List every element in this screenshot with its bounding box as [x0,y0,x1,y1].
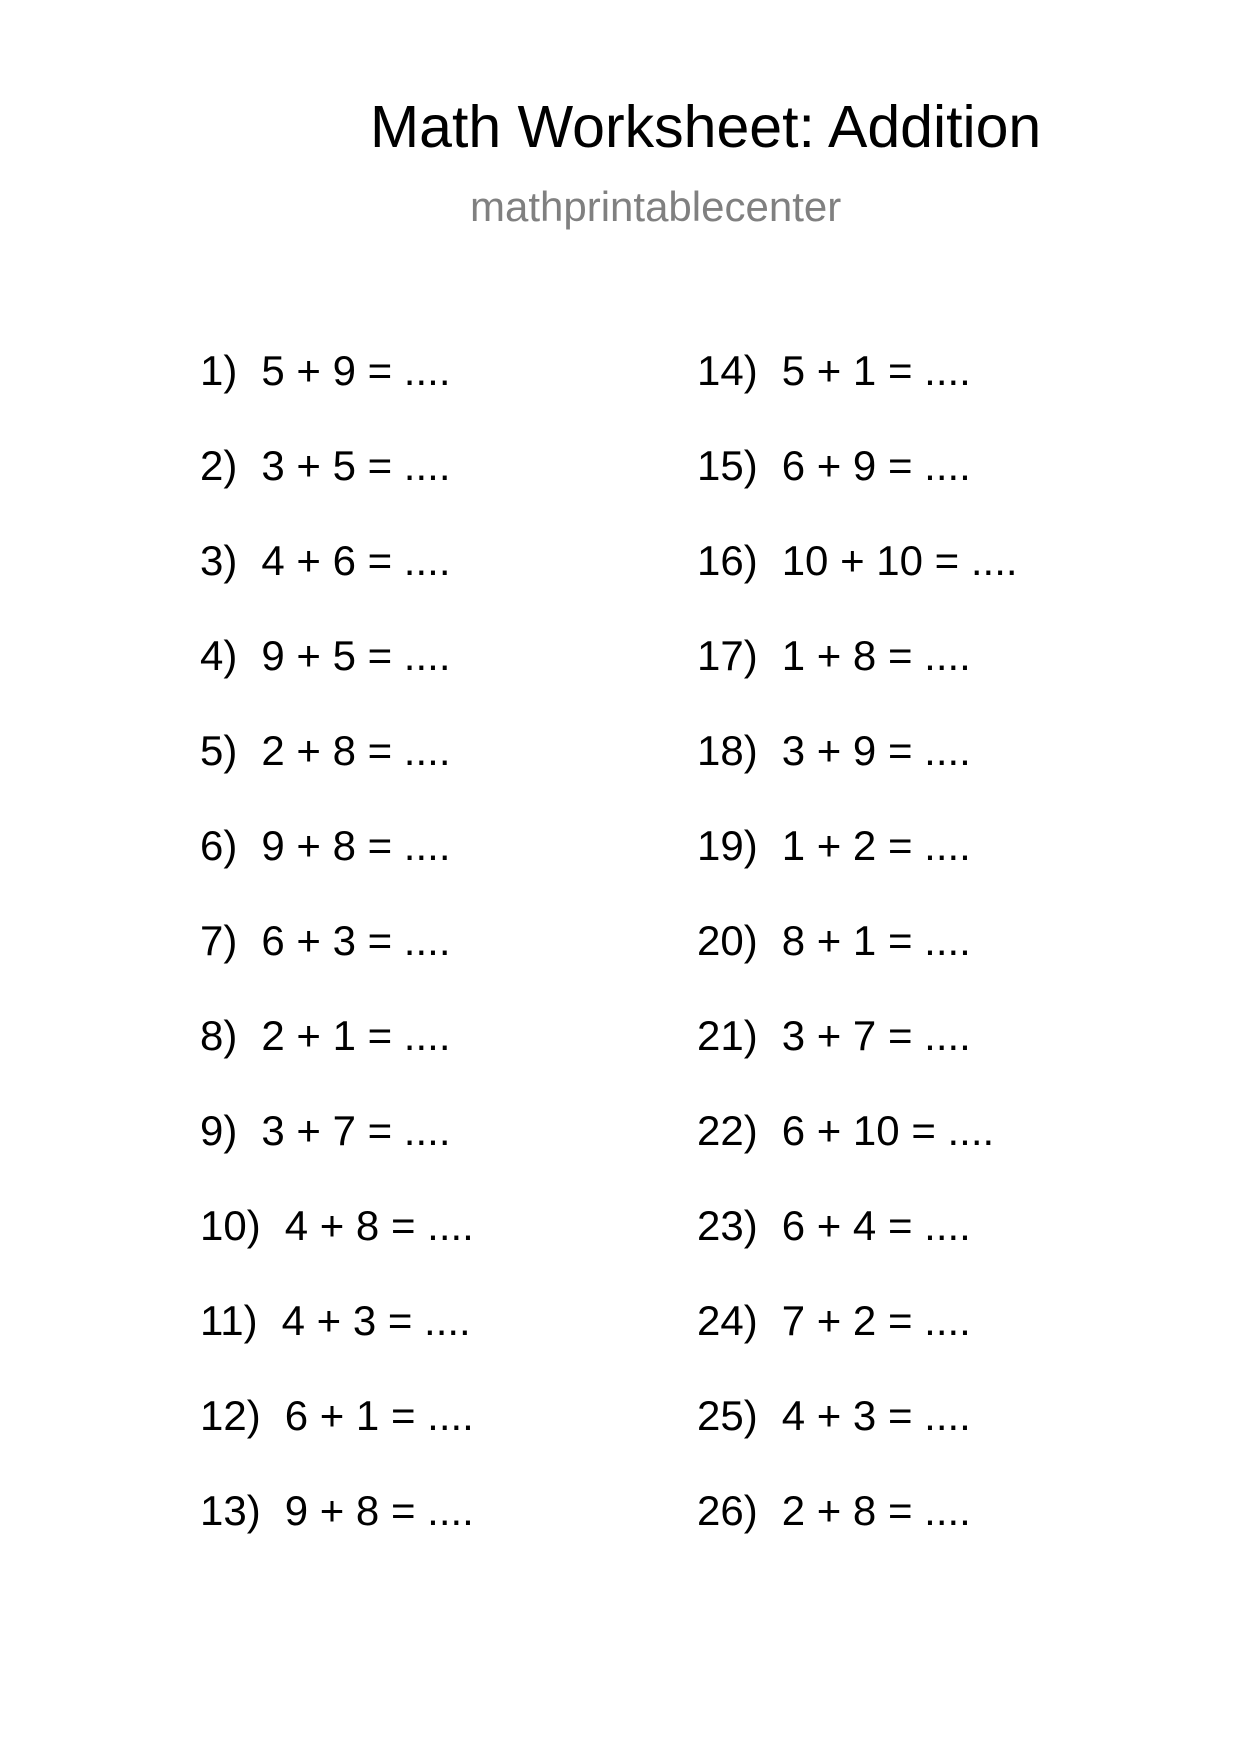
problem-expression: 6 + 9 = .... [781,442,971,489]
page-subtitle: mathprintablecenter [470,183,842,230]
problem-expression: 2 + 8 = .... [261,727,451,774]
problem-expression: 1 + 8 = .... [781,632,971,679]
problem-row [200,1012,474,1110]
left-problem-column [200,347,474,1585]
problem-expression: 6 + 1 = .... [284,1392,474,1439]
problem-expression: 8 + 1 = .... [781,917,971,964]
problem-number: 3) [200,537,238,584]
problem-row [697,1012,1018,1110]
problem-number: 12) [200,1392,261,1439]
problem-number: 8) [200,1012,238,1059]
problem-expression: 6 + 3 = .... [261,917,451,964]
problem-expression: 10 + 10 = .... [781,537,1018,584]
problem-number: 6) [200,822,238,869]
problem-expression: 4 + 3 = .... [781,1392,971,1439]
problem-row [200,632,474,730]
problem-number: 17) [697,632,758,679]
problem-number: 9) [200,1107,238,1154]
problem-number: 7) [200,917,238,964]
problem-row [200,822,474,920]
problem-number: 14) [697,347,758,394]
problem-expression: 9 + 8 = .... [284,1487,474,1534]
problem-row [200,442,474,540]
problem-number: 4) [200,632,238,679]
problem-number: 13) [200,1487,261,1534]
problem-expression: 1 + 2 = .... [781,822,971,869]
right-problem-column [697,347,1018,1585]
page-title: Math Worksheet: Addition [370,94,1042,160]
problem-number: 21) [697,1012,758,1059]
problem-number: 11) [200,1297,258,1344]
problem-expression: 9 + 8 = .... [261,822,451,869]
problem-row [200,347,474,445]
problem-expression: 6 + 10 = .... [781,1107,995,1154]
problem-number: 10) [200,1202,261,1249]
problem-row [200,1107,474,1205]
problem-expression: 2 + 1 = .... [261,1012,451,1059]
problem-number: 1) [200,347,238,394]
problem-number: 24) [697,1297,758,1344]
problem-expression: 2 + 8 = .... [781,1487,971,1534]
problem-row [697,1297,1018,1395]
problem-expression: 3 + 7 = .... [261,1107,451,1154]
problem-row [697,822,1018,920]
problem-row [697,537,1018,635]
problem-number: 20) [697,917,758,964]
problem-number: 19) [697,822,758,869]
problem-row [697,917,1018,1015]
problem-row [200,1202,474,1300]
problem-expression: 5 + 1 = .... [781,347,971,394]
problem-expression: 3 + 9 = .... [781,727,971,774]
problem-number: 23) [697,1202,758,1249]
problem-row [200,1487,474,1585]
problem-expression: 7 + 2 = .... [781,1297,971,1344]
problem-number: 22) [697,1107,758,1154]
problem-row [697,442,1018,540]
problem-row [200,1297,474,1395]
problem-expression: 4 + 3 = .... [281,1297,471,1344]
problem-expression: 5 + 9 = .... [261,347,451,394]
problem-row [200,1392,474,1490]
problem-expression: 3 + 7 = .... [781,1012,971,1059]
problem-row [200,917,474,1015]
problem-number: 25) [697,1392,758,1439]
problem-row [697,1392,1018,1490]
problem-number: 18) [697,727,758,774]
problem-row [697,1107,1018,1205]
problem-row [697,347,1018,445]
problem-row [697,1487,1018,1585]
problem-row [200,537,474,635]
problem-row [697,727,1018,825]
problem-expression: 4 + 6 = .... [261,537,451,584]
problem-number: 15) [697,442,758,489]
problem-number: 16) [697,537,758,584]
problem-expression: 9 + 5 = .... [261,632,451,679]
problem-row [697,632,1018,730]
problem-expression: 3 + 5 = .... [261,442,451,489]
problem-number: 2) [200,442,238,489]
problem-row [697,1202,1018,1300]
problem-row [200,727,474,825]
problem-expression: 6 + 4 = .... [781,1202,971,1249]
problem-number: 5) [200,727,238,774]
problem-number: 26) [697,1487,758,1534]
problem-expression: 4 + 8 = .... [284,1202,474,1249]
